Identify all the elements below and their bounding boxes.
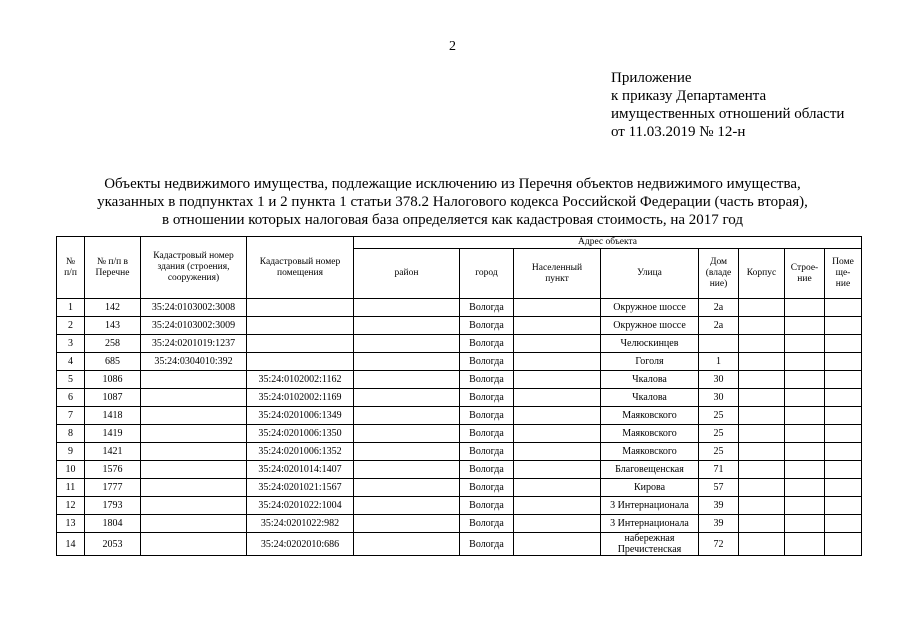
cell-building-cadastral: 35:24:0103002:3008 [141,299,247,317]
cell-settlement [514,533,601,556]
cell-list-number: 685 [85,353,141,371]
cell-settlement [514,425,601,443]
cell-city: Вологда [460,299,514,317]
cell-korpus [739,353,785,371]
cell-building-cadastral [141,479,247,497]
cell-building-cadastral [141,425,247,443]
cell-house: 39 [699,515,739,533]
cell-list-number: 1576 [85,461,141,479]
cell-building-cadastral [141,443,247,461]
cell-pomeshenie [825,371,862,389]
header-house-line: Дом [709,257,728,267]
header-no [57,237,85,299]
cell-number: 3 [57,335,85,353]
appendix-line-3: имущественных отношений области [611,106,845,122]
page-number: 2 [449,39,456,54]
table-body [57,299,862,556]
cell-stroenie [785,515,825,533]
title-line-3: в отношении которых налоговая база определяется как кадастровая стоимость, на 2017 год [161,212,743,228]
cell-building-cadastral [141,461,247,479]
cell-city: Вологда [460,533,514,556]
cell-house: 2а [699,299,739,317]
cell-list-number: 258 [85,335,141,353]
table-row [57,443,862,461]
cell-settlement [514,497,601,515]
header-district: район [354,249,460,299]
header-address: Адрес объекта [354,237,862,249]
cell-pomeshenie [825,317,862,335]
cell-list-number: 1087 [85,389,141,407]
cell-city: Вологда [460,353,514,371]
cell-room-cadastral: 35:24:0201014:1407 [247,461,354,479]
cell-number: 4 [57,353,85,371]
table-header [57,237,862,299]
header-settlement [514,249,601,299]
cell-number: 5 [57,371,85,389]
cell-number: 11 [57,479,85,497]
cell-street: 3 Интернационала [601,497,699,515]
title-line-2: указанных в подпунктах 1 и 2 пункта 1 статьи 378.2 Налогового кодекса Российской Федерации (часть вторая), [97,194,808,210]
cell-pomeshenie [825,389,862,407]
cell-building-cadastral: 35:24:0201019:1237 [141,335,247,353]
cell-room-cadastral [247,335,354,353]
header-stroenie-line: Строе- [790,262,819,273]
cell-pomeshenie [825,407,862,425]
cell-pomeshenie [825,299,862,317]
header-stroenie-line: ние [797,273,812,284]
header-pomeshenie-line: ние [835,279,851,289]
cell-pomeshenie [825,425,862,443]
table-row [57,425,862,443]
cell-room-cadastral: 35:24:0201021:1567 [247,479,354,497]
title-line-1: Объекты недвижимого имущества, подлежащие исключению из Перечня объектов недвижимого имущества, [104,176,801,192]
table-row [57,407,862,425]
cell-list-number: 1418 [85,407,141,425]
cell-city: Вологда [460,461,514,479]
cell-city: Вологда [460,443,514,461]
table-row [57,461,862,479]
cell-city: Вологда [460,407,514,425]
cell-street: набережная Пречистенская [601,533,699,556]
cell-stroenie [785,407,825,425]
cell-room-cadastral: 35:24:0102002:1169 [247,389,354,407]
cell-city: Вологда [460,425,514,443]
cell-number: 10 [57,461,85,479]
cell-street: Маяковского [601,407,699,425]
cell-house: 30 [699,389,739,407]
cell-house: 25 [699,443,739,461]
cell-stroenie [785,317,825,335]
cell-settlement [514,515,601,533]
cell-list-number: 2053 [85,533,141,556]
cell-list-number: 1421 [85,443,141,461]
header-list-no-line: Перечне [95,267,130,278]
cell-korpus [739,299,785,317]
cell-room-cadastral: 35:24:0201006:1350 [247,425,354,443]
header-room-cad-line: помещения [277,267,323,278]
cell-pomeshenie [825,461,862,479]
table-row [57,299,862,317]
cell-building-cadastral [141,389,247,407]
cell-settlement [514,353,601,371]
cell-district [354,515,460,533]
cell-pomeshenie [825,533,862,556]
cell-room-cadastral [247,299,354,317]
header-building-cadastral [141,237,247,299]
cell-korpus [739,497,785,515]
cell-korpus [739,443,785,461]
cell-street: Маяковского [601,443,699,461]
table-row [57,533,862,556]
cell-room-cadastral: 35:24:0201022:1004 [247,497,354,515]
cell-city: Вологда [460,317,514,335]
cell-street: Кирова [601,479,699,497]
cell-settlement [514,371,601,389]
cell-settlement [514,389,601,407]
cell-building-cadastral [141,407,247,425]
cell-number: 9 [57,443,85,461]
cell-number: 1 [57,299,85,317]
header-stroenie [785,249,825,299]
cell-settlement [514,407,601,425]
cell-pomeshenie [825,353,862,371]
appendix-line-2: к приказу Департамента [611,88,767,104]
cell-street: Чкалова [601,371,699,389]
cell-korpus [739,425,785,443]
cell-korpus [739,407,785,425]
cell-building-cadastral [141,497,247,515]
cell-district [354,533,460,556]
cell-stroenie [785,335,825,353]
cell-city: Вологда [460,497,514,515]
cell-room-cadastral: 35:24:0102002:1162 [247,371,354,389]
document-title [0,175,905,229]
cell-stroenie [785,425,825,443]
header-list-no-line: № п/п в [96,256,129,267]
cell-number: 13 [57,515,85,533]
cell-number: 6 [57,389,85,407]
cell-number: 7 [57,407,85,425]
cell-street: Челюскинцев [601,335,699,353]
cell-building-cadastral [141,533,247,556]
cell-korpus [739,389,785,407]
cell-korpus [739,533,785,556]
header-settlement-line: Населенный [531,262,583,273]
cell-district [354,335,460,353]
header-building-line: сооружения) [167,273,220,283]
cell-list-number: 142 [85,299,141,317]
objects-table [56,236,862,556]
cell-street: Благовещенская [601,461,699,479]
cell-room-cadastral: 35:24:0201006:1349 [247,407,354,425]
cell-room-cadastral [247,317,354,335]
cell-korpus [739,335,785,353]
cell-number: 8 [57,425,85,443]
cell-street: Гоголя [601,353,699,371]
header-building-line: Кадастровый номер [153,251,234,261]
table-row [57,515,862,533]
cell-korpus [739,461,785,479]
cell-district [354,299,460,317]
cell-house: 57 [699,479,739,497]
appendix-line-4: от 11.03.2019 № 12-н [611,124,746,140]
header-no-line: № [65,256,76,267]
header-house-line: (владе [705,268,732,278]
table-row [57,371,862,389]
table-row [57,317,862,335]
cell-city: Вологда [460,389,514,407]
cell-pomeshenie [825,335,862,353]
cell-pomeshenie [825,497,862,515]
header-list-no [85,237,141,299]
header-room-cadastral [247,237,354,299]
cell-list-number: 143 [85,317,141,335]
cell-house: 1 [699,353,739,371]
header-pomeshenie [825,249,862,299]
cell-street: Окружное шоссе [601,299,699,317]
cell-number: 2 [57,317,85,335]
cell-number: 14 [57,533,85,556]
header-pomeshenie-line: Поме [832,257,854,267]
header-no-line: п/п [64,267,77,278]
cell-district [354,497,460,515]
cell-stroenie [785,533,825,556]
cell-room-cadastral: 35:24:0201022:982 [247,515,354,533]
cell-list-number: 1777 [85,479,141,497]
cell-building-cadastral: 35:24:0304010:392 [141,353,247,371]
cell-stroenie [785,371,825,389]
cell-house: 2а [699,317,739,335]
header-settlement-line: пункт [545,273,569,284]
cell-house: 71 [699,461,739,479]
cell-district [354,443,460,461]
cell-district [354,353,460,371]
cell-room-cadastral: 35:24:0201006:1352 [247,443,354,461]
cell-street: 3 Интернационала [601,515,699,533]
header-room-cad-line: Кадастровый номер [259,256,341,267]
cell-stroenie [785,461,825,479]
cell-building-cadastral: 35:24:0103002:3009 [141,317,247,335]
cell-district [354,479,460,497]
cell-stroenie [785,353,825,371]
cell-list-number: 1793 [85,497,141,515]
cell-settlement [514,299,601,317]
cell-street: Маяковского [601,425,699,443]
cell-pomeshenie [825,443,862,461]
cell-city: Вологда [460,479,514,497]
header-korpus: Корпус [739,249,785,299]
cell-district [354,371,460,389]
cell-pomeshenie [825,515,862,533]
cell-district [354,425,460,443]
cell-settlement [514,443,601,461]
cell-street: Окружное шоссе [601,317,699,335]
cell-list-number: 1086 [85,371,141,389]
cell-stroenie [785,497,825,515]
table-row [57,353,862,371]
cell-list-number: 1419 [85,425,141,443]
cell-list-number: 1804 [85,515,141,533]
table-row [57,389,862,407]
header-house-line: ние) [709,279,728,289]
cell-city: Вологда [460,335,514,353]
table-row [57,479,862,497]
cell-room-cadastral: 35:24:0202010:686 [247,533,354,556]
cell-district [354,461,460,479]
cell-district [354,389,460,407]
header-city: город [460,249,514,299]
cell-number: 12 [57,497,85,515]
cell-settlement [514,317,601,335]
cell-house: 25 [699,407,739,425]
cell-city: Вологда [460,371,514,389]
cell-korpus [739,317,785,335]
header-pomeshenie-line: ще- [835,268,851,278]
cell-room-cadastral [247,353,354,371]
cell-korpus [739,515,785,533]
cell-stroenie [785,443,825,461]
cell-house: 39 [699,497,739,515]
cell-settlement [514,479,601,497]
cell-building-cadastral [141,371,247,389]
appendix-line-1: Приложение [611,70,692,86]
cell-korpus [739,371,785,389]
cell-house: 25 [699,425,739,443]
cell-stroenie [785,389,825,407]
header-street: Улица [601,249,699,299]
cell-street: Чкалова [601,389,699,407]
cell-stroenie [785,299,825,317]
cell-building-cadastral [141,515,247,533]
table-row [57,497,862,515]
cell-settlement [514,461,601,479]
header-house [699,249,739,299]
cell-house: 30 [699,371,739,389]
cell-city: Вологда [460,515,514,533]
appendix-block [611,69,844,141]
cell-settlement [514,335,601,353]
cell-house: 72 [699,533,739,556]
table-row [57,335,862,353]
cell-korpus [739,479,785,497]
cell-house [699,335,739,353]
cell-pomeshenie [825,479,862,497]
cell-district [354,407,460,425]
cell-stroenie [785,479,825,497]
cell-district [354,317,460,335]
header-building-line: здания (строения, [157,262,230,272]
